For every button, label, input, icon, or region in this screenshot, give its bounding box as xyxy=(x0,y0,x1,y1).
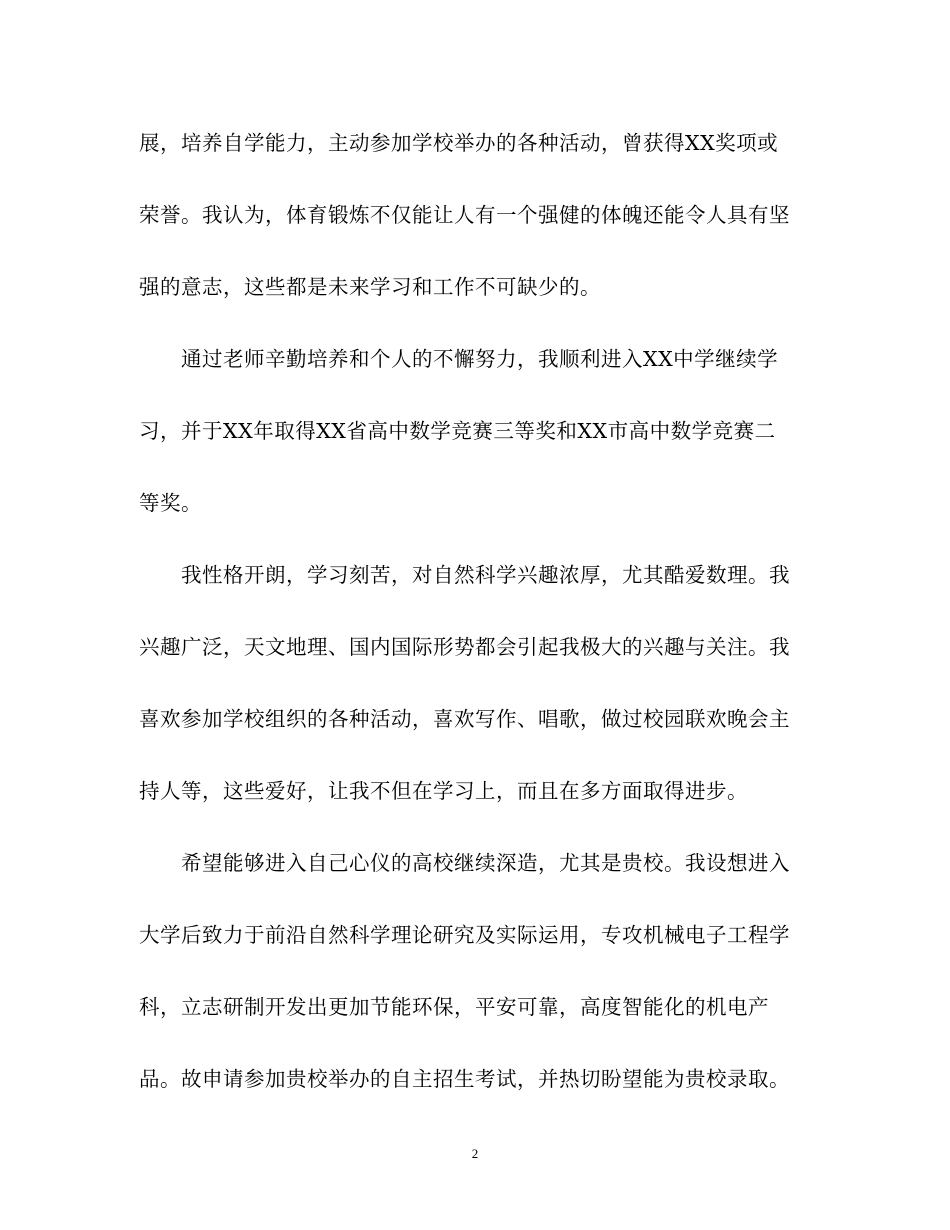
page-number: 2 xyxy=(471,1146,479,1161)
body-text-line: 大学后致力于前沿自然科学理论研究及实际运用，专攻机械电子工程学 xyxy=(139,923,790,947)
paragraph-first-line: 我性格开朗，学习刻苦，对自然科学兴趣浓厚，尤其酷爱数理。我 xyxy=(181,563,790,587)
paragraph-first-line: 希望能够进入自己心仪的高校继续深造，尤其是贵校。我设想进入 xyxy=(181,851,790,875)
body-text-line: 展，培养自学能力，主动参加学校举办的各种活动，曾获得XX奖项或 xyxy=(139,131,779,155)
body-text-line: 荣誉。我认为，体育锻炼不仅能让人有一个强健的体魄还能令人具有坚 xyxy=(139,203,790,227)
body-text-line: 喜欢参加学校组织的各种活动，喜欢写作、唱歌，做过校园联欢晚会主 xyxy=(139,707,790,731)
body-text-line: 科，立志研制开发出更加节能环保，平安可靠，高度智能化的机电产 xyxy=(139,995,769,1019)
body-text-line: 品。故申请参加贵校举办的自主招生考试，并热切盼望能为贵校录取。 xyxy=(139,1067,790,1091)
body-text-line: 习，并于XX年取得XX省高中数学竞赛三等奖和XX市高中数学竞赛二 xyxy=(139,419,776,443)
body-text-line: 持人等，这些爱好，让我不但在学习上，而且在多方面取得进步。 xyxy=(139,779,748,803)
body-text-line: 强的意志，这些都是未来学习和工作不可缺少的。 xyxy=(139,275,601,299)
paragraph-first-line: 通过老师辛勤培养和个人的不懈努力，我顺利进入XX中学继续学 xyxy=(181,347,779,371)
body-text-line: 兴趣广泛，天文地理、国内国际形势都会引起我极大的兴趣与关注。我 xyxy=(139,635,790,659)
body-text-line: 等奖。 xyxy=(139,491,202,515)
